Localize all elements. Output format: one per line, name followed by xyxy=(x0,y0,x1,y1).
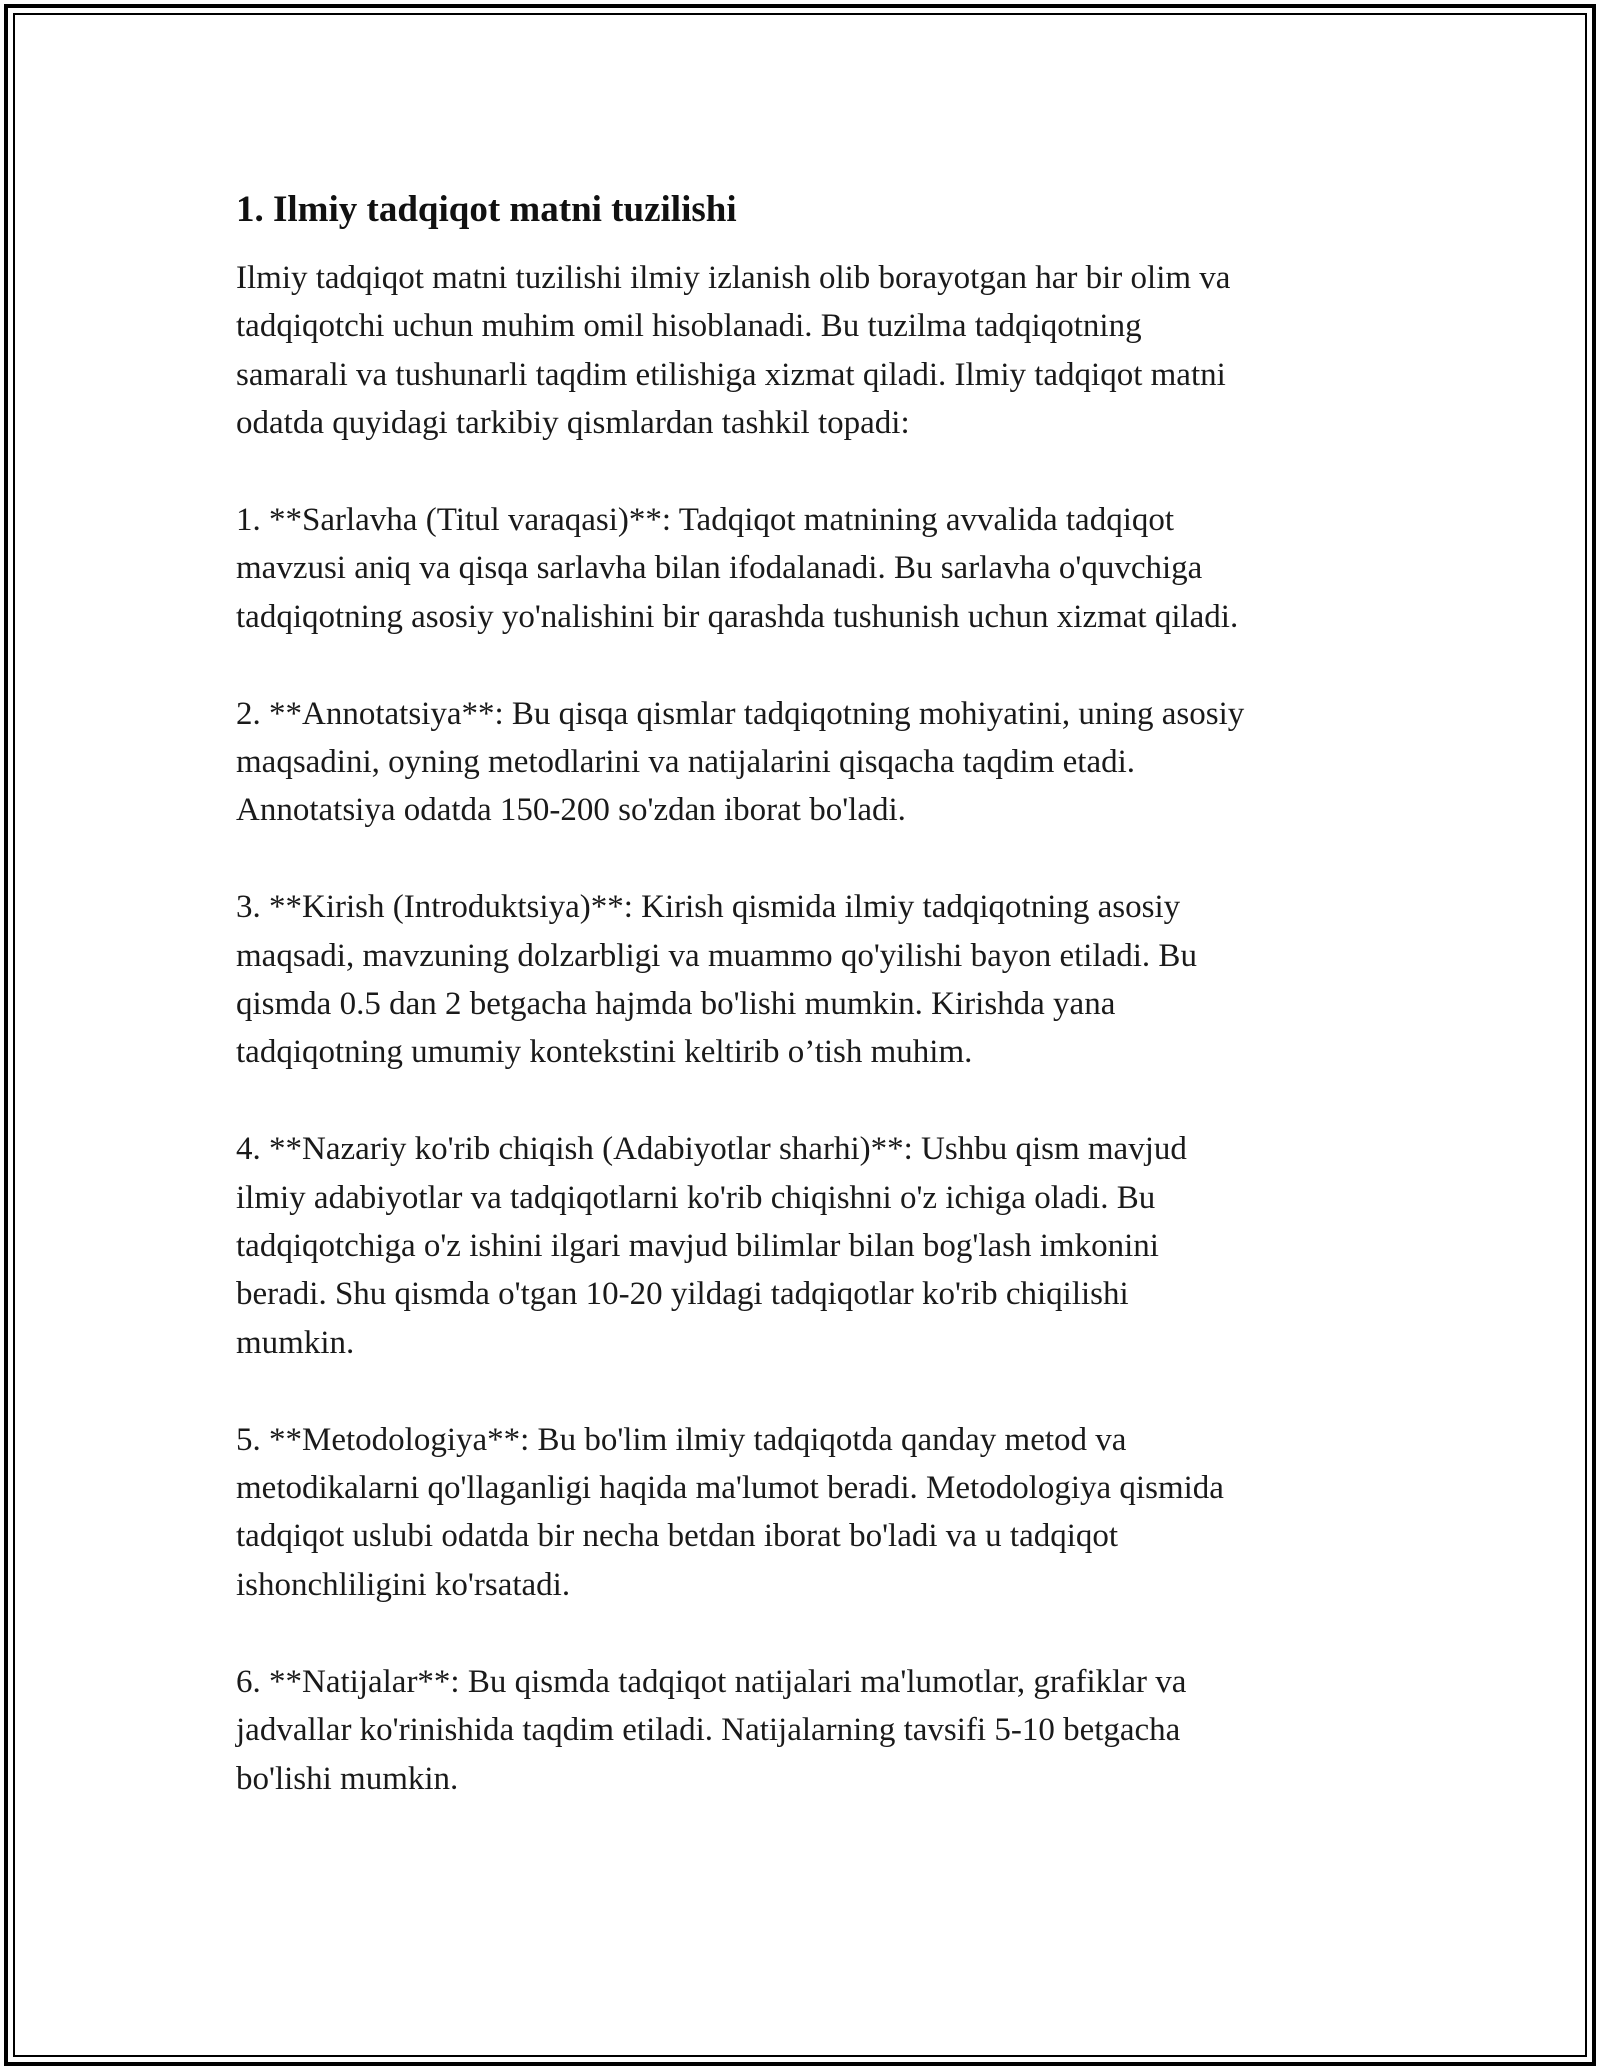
document-title: 1. Ilmiy tadqiqot matni tuzilishi xyxy=(236,189,737,230)
section-metodologiya: 5. **Metodologiya**: Bu bo'lim ilmiy tadqiqotda qanday metod va metodikalarni qo'llaganligi haqida ma'lumot beradi. Metodologiya qismida tadqiqot uslubi odatda bir necha betdan iborat bo'ladi va u tadqiqot ishonchliligini ko'rsatadi. xyxy=(236,1421,1224,1603)
section-natijalar: 6. **Natijalar**: Bu qismda tadqiqot natijalari ma'lumotlar, grafiklar va jadvallar ko'rinishida taqdim etiladi. Natijalarning tavsifi 5-10 betgacha bo'lishi mumkin. xyxy=(236,1663,1187,1797)
section-sarlavha: 1. **Sarlavha (Titul varaqasi)**: Tadqiqot matnining avvalida tadqiqot mavzusi aniq va qisqa sarlavha bilan ifodalanadi. Bu sarlavha o'quvchiga tadqiqotning asosiy yo'nalishini bir qarashda tushunish uchun xizmat qiladi. xyxy=(236,502,1239,635)
section-annotatsiya: 2. **Annotatsiya**: Bu qisqa qismlar tadqiqotning mohiyatini, uning asosiy maqsadini, oyning metodlarini va natijalarini qisqacha taqdim etadi. Annotatsiya odatda 150-200 so'zdan iborat bo'ladi. xyxy=(236,695,1245,829)
document-body xyxy=(236,186,1376,1851)
section-kirish: 3. **Kirish (Introduktsiya)**: Kirish qismida ilmiy tadqiqotning asosiy maqsadi, mavzuning dolzarbligi va muammo qo'yilishi bayon etiladi. Bu qismda 0.5 dan 2 betgacha hajmda bo'lishi mumkin. Kirishda yana tadqiqotning umumiy kontekstini keltirib o’tish muhim. xyxy=(236,889,1197,1071)
section-nazariy: 4. **Nazariy ko'rib chiqish (Adabiyotlar sharhi)**: Ushbu qism mavjud ilmiy adabiyotlar va tadqiqotlarni ko'rib chiqishni o'z ichiga oladi. Bu tadqiqotchiga o'z ishini ilgari mavjud bilimlar bilan bog'lash imkonini beradi. Shu qismda o'tgan 10-20 yildagi tadqiqotlar ko'rib chiqilishi mumkin. xyxy=(236,1131,1187,1361)
intro-paragraph: Ilmiy tadqiqot matni tuzilishi ilmiy izlanish olib borayotgan har bir olim va tadqiqotchi uchun muhim omil hisoblanadi. Bu tuzilma tadqiqotning samarali va tushunarli taqdim etilishiga xizmat qiladi. Ilmiy tadqiqot matni odatda quyidagi tarkibiy qismlardan tashkil topadi: xyxy=(236,260,1231,442)
